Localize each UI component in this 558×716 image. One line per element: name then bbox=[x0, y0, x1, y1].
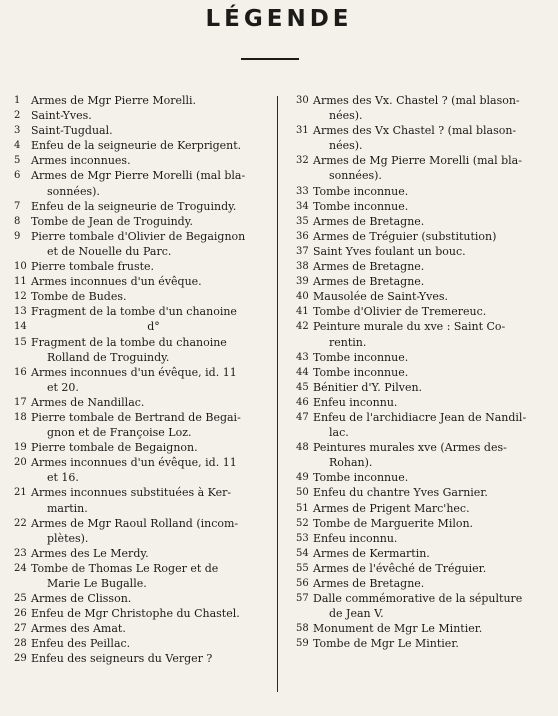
entry-line: d° bbox=[147, 320, 160, 334]
legend-entry bbox=[14, 229, 276, 259]
entry-text bbox=[313, 184, 554, 199]
entry-number: 19 bbox=[14, 442, 27, 454]
entry-number: 35 bbox=[296, 215, 309, 227]
entry-line: Armes de Mgr Pierre Morelli (mal bla- bbox=[31, 169, 246, 183]
entry-text bbox=[313, 350, 554, 365]
legend-entry bbox=[14, 455, 276, 485]
entry-text bbox=[313, 501, 554, 516]
entry-line-continued: nées). bbox=[329, 139, 363, 153]
entry-line: Tombe inconnue. bbox=[313, 471, 409, 485]
entry-line: Tombe de Thomas Le Roger et de bbox=[31, 561, 219, 575]
entry-line: Enfeu inconnu. bbox=[313, 531, 398, 545]
legend-column-right bbox=[296, 93, 554, 651]
legend-entry bbox=[296, 319, 554, 349]
legend-entry bbox=[14, 621, 276, 636]
entry-number: 54 bbox=[296, 547, 309, 559]
legend-entry bbox=[296, 621, 554, 636]
entry-line: Enfeu de l'archidiacre Jean de Nandil- bbox=[313, 410, 527, 424]
column-divider bbox=[277, 96, 278, 692]
entry-text bbox=[313, 546, 554, 561]
entry-text bbox=[313, 214, 554, 229]
entry-line-continued: sonnées). bbox=[329, 169, 382, 183]
entry-number: 5 bbox=[14, 155, 21, 167]
legend-entry bbox=[14, 138, 276, 153]
legend-entry bbox=[14, 259, 276, 274]
entry-line: Tombe de Mgr Le Mintier. bbox=[313, 637, 459, 651]
entry-number: 36 bbox=[296, 230, 309, 242]
entry-line: Armes inconnues substituées à Ker- bbox=[31, 486, 232, 500]
entry-text bbox=[31, 214, 276, 229]
legend-entry bbox=[296, 531, 554, 546]
legend-entry bbox=[296, 576, 554, 591]
entry-line: Armes des Amat. bbox=[31, 622, 126, 636]
entry-text bbox=[31, 621, 276, 636]
entry-line-continued: lac. bbox=[329, 426, 349, 440]
entry-text bbox=[313, 319, 554, 349]
entry-line: Tombe inconnue. bbox=[313, 365, 409, 379]
entry-number: 20 bbox=[14, 457, 27, 469]
entry-line: Fragment de la tombe du chanoine bbox=[31, 335, 227, 349]
entry-line: Armes de Tréguier (substitution) bbox=[313, 229, 497, 243]
entry-text bbox=[313, 304, 554, 319]
legend-entry bbox=[14, 410, 276, 440]
legend-entry bbox=[14, 274, 276, 289]
entry-line: Armes des Vx Chastel ? (mal blason- bbox=[313, 124, 517, 138]
entry-line: Tombe de Marguerite Milon. bbox=[313, 516, 474, 530]
entry-number: 6 bbox=[14, 170, 21, 182]
entry-line: Armes des Le Merdy. bbox=[31, 546, 149, 560]
legend-entry bbox=[296, 259, 554, 274]
entry-number: 49 bbox=[296, 472, 309, 484]
entry-number: 11 bbox=[14, 276, 27, 288]
entry-number: 8 bbox=[14, 215, 21, 227]
entry-number: 27 bbox=[14, 623, 27, 635]
entry-line: Armes de Mgr Pierre Morelli. bbox=[31, 94, 197, 107]
entry-line: Armes de l'évêché de Tréguier. bbox=[313, 561, 487, 575]
entry-text bbox=[31, 199, 276, 214]
entry-line: Saint Yves foulant un bouc. bbox=[313, 244, 466, 258]
entry-line-continued: Marie Le Bugalle. bbox=[47, 577, 147, 590]
entry-line: Pierre tombale de Begaignon. bbox=[31, 441, 198, 455]
legend-entry bbox=[296, 501, 554, 516]
entry-line-continued: de Jean V. bbox=[329, 607, 384, 621]
entry-text bbox=[31, 274, 276, 289]
legend-entry bbox=[14, 153, 276, 168]
entry-number: 34 bbox=[296, 200, 309, 212]
legend-entry bbox=[14, 561, 276, 591]
entry-number: 17 bbox=[14, 396, 27, 408]
entry-line: Armes de Bretagne. bbox=[313, 260, 425, 274]
entry-line: Enfeu inconnu. bbox=[313, 395, 398, 409]
legend-entry bbox=[296, 365, 554, 380]
entry-text bbox=[31, 546, 276, 561]
entry-line: Pierre tombale fruste. bbox=[31, 260, 155, 274]
entry-text bbox=[313, 470, 554, 485]
entry-number: 56 bbox=[296, 578, 309, 589]
entry-number: 23 bbox=[14, 547, 27, 559]
entry-text bbox=[313, 576, 554, 591]
entry-line: Enfeu de la seigneurie de Troguindy. bbox=[31, 199, 237, 213]
legend-entry bbox=[14, 289, 276, 304]
legend-entry bbox=[296, 244, 554, 259]
entry-number: 55 bbox=[296, 562, 309, 574]
entry-text bbox=[313, 531, 554, 546]
entry-line: Enfeu de Mgr Christophe du Chastel. bbox=[31, 607, 240, 621]
legend-entry bbox=[14, 395, 276, 410]
entry-number: 1 bbox=[14, 95, 21, 106]
entry-number: 37 bbox=[296, 245, 309, 257]
entry-number: 42 bbox=[296, 321, 309, 333]
legend-entry bbox=[14, 636, 276, 651]
entry-text bbox=[313, 229, 554, 244]
entry-number: 59 bbox=[296, 638, 309, 650]
entry-text bbox=[31, 93, 276, 108]
legend-entry bbox=[296, 516, 554, 531]
entry-number: 18 bbox=[14, 411, 27, 423]
legend-entry bbox=[14, 440, 276, 455]
entry-line: Mausolée de Saint-Yves. bbox=[313, 290, 449, 304]
entry-text bbox=[31, 304, 276, 319]
entry-line: Armes inconnues d'un évêque, id. 11 bbox=[31, 365, 237, 379]
legend-entry bbox=[14, 365, 276, 395]
entry-text bbox=[313, 199, 554, 214]
entry-number: 3 bbox=[14, 125, 21, 137]
entry-number: 2 bbox=[14, 110, 21, 122]
entry-number: 31 bbox=[296, 125, 309, 137]
entry-text bbox=[313, 516, 554, 531]
entry-number: 15 bbox=[14, 336, 27, 348]
entry-number: 9 bbox=[14, 230, 21, 242]
entry-line-continued: martin. bbox=[47, 501, 88, 515]
legend-column-left bbox=[14, 93, 276, 667]
entry-line-continued: et 20. bbox=[47, 380, 79, 394]
entry-line: Armes de Bretagne. bbox=[313, 275, 425, 289]
entry-number: 7 bbox=[14, 200, 21, 212]
entry-text bbox=[31, 591, 276, 606]
entry-number: 46 bbox=[296, 396, 309, 408]
legend-entry bbox=[14, 93, 276, 108]
entry-number: 52 bbox=[296, 517, 309, 529]
entry-text bbox=[31, 229, 276, 259]
entry-number: 38 bbox=[296, 261, 309, 273]
legend-entry bbox=[14, 108, 276, 123]
page-title: LÉGENDE bbox=[205, 6, 353, 32]
entry-line: Enfeu des Peillac. bbox=[31, 637, 131, 651]
entry-number: 10 bbox=[14, 261, 27, 273]
entry-line: Armes de Kermartin. bbox=[313, 546, 430, 560]
entry-number: 40 bbox=[296, 291, 309, 303]
entry-line-continued: sonnées). bbox=[47, 184, 100, 198]
entry-number: 24 bbox=[14, 562, 27, 574]
legend-entry bbox=[296, 561, 554, 576]
legend-entry bbox=[296, 410, 554, 440]
entry-text bbox=[313, 636, 554, 651]
entry-text bbox=[313, 485, 554, 500]
entry-text bbox=[31, 636, 276, 651]
entry-line: Armes de Bretagne. bbox=[313, 577, 425, 590]
entry-number: 53 bbox=[296, 532, 309, 544]
legend-entry bbox=[296, 546, 554, 561]
legend-entry bbox=[296, 636, 554, 651]
entry-line: Armes de Prigent Marc'hec. bbox=[313, 501, 470, 515]
entry-line: Fragment de la tombe d'un chanoine bbox=[31, 305, 237, 319]
entry-line: Saint-Yves. bbox=[31, 109, 92, 123]
entry-number: 13 bbox=[14, 306, 27, 318]
entry-text bbox=[313, 440, 554, 470]
entry-line: Tombe inconnue. bbox=[313, 350, 409, 364]
legend-entry bbox=[14, 335, 276, 365]
entry-text bbox=[313, 561, 554, 576]
entry-text bbox=[313, 380, 554, 395]
entry-number: 45 bbox=[296, 381, 309, 393]
legend-entry bbox=[14, 304, 276, 319]
entry-line: Dalle commémorative de la sépulture bbox=[313, 592, 523, 606]
entry-number: 41 bbox=[296, 306, 309, 318]
entry-text bbox=[313, 274, 554, 289]
entry-number: 29 bbox=[14, 653, 27, 665]
title-underline bbox=[241, 58, 299, 60]
entry-line-continued: et de Nouelle du Parc. bbox=[47, 244, 172, 258]
entry-number: 44 bbox=[296, 366, 309, 378]
legend-entry bbox=[296, 350, 554, 365]
entry-number: 43 bbox=[296, 351, 309, 363]
legend-entry bbox=[296, 274, 554, 289]
entry-text bbox=[31, 395, 276, 410]
entry-number: 33 bbox=[296, 185, 309, 197]
legend-entry bbox=[14, 651, 276, 666]
legend-entry bbox=[296, 93, 554, 123]
entry-text bbox=[313, 410, 554, 440]
legend-entry bbox=[14, 123, 276, 138]
legend-entry bbox=[14, 168, 276, 198]
entry-line: Armes inconnues. bbox=[31, 154, 131, 168]
entry-text bbox=[31, 485, 276, 515]
legend-entry bbox=[296, 304, 554, 319]
entry-line: Pierre tombale d'Olivier de Begaignon bbox=[31, 229, 246, 243]
entry-text bbox=[31, 455, 276, 485]
legend-entry bbox=[296, 395, 554, 410]
entry-text bbox=[31, 335, 276, 365]
legend-entry bbox=[296, 153, 554, 183]
entry-number: 28 bbox=[14, 638, 27, 650]
entry-line: Tombe inconnue. bbox=[313, 184, 409, 198]
entry-line: Saint-Tugdual. bbox=[31, 124, 113, 138]
legend-entry bbox=[14, 485, 276, 515]
entry-number: 26 bbox=[14, 608, 27, 620]
entry-text bbox=[31, 138, 276, 153]
legend-entry bbox=[14, 546, 276, 561]
entry-text bbox=[31, 319, 276, 334]
entry-line: Tombe de Budes. bbox=[31, 290, 127, 304]
entry-text bbox=[313, 259, 554, 274]
entry-text bbox=[31, 410, 276, 440]
entry-text bbox=[313, 621, 554, 636]
legend-entry bbox=[296, 199, 554, 214]
entry-number: 25 bbox=[14, 593, 27, 605]
entry-text bbox=[31, 516, 276, 546]
entry-line: Enfeu du chantre Yves Garnier. bbox=[313, 486, 488, 500]
entry-number: 47 bbox=[296, 411, 309, 423]
entry-text bbox=[31, 561, 276, 591]
entry-number: 32 bbox=[296, 155, 309, 167]
entry-number: 21 bbox=[14, 487, 27, 499]
entry-text bbox=[313, 365, 554, 380]
entry-text bbox=[31, 108, 276, 123]
entry-number: 48 bbox=[296, 442, 309, 454]
legend-entry bbox=[296, 214, 554, 229]
entry-number: 58 bbox=[296, 623, 309, 635]
entry-line: Armes inconnues d'un évêque, id. 11 bbox=[31, 456, 237, 470]
entry-line: Armes de Bretagne. bbox=[313, 214, 425, 228]
legend-entry bbox=[296, 485, 554, 500]
entry-number: 50 bbox=[296, 487, 309, 499]
entry-line-continued: Rolland de Troguindy. bbox=[47, 350, 170, 364]
entry-number: 12 bbox=[14, 291, 27, 303]
entry-number: 14 bbox=[14, 321, 27, 333]
legend-entry bbox=[14, 199, 276, 214]
entry-text bbox=[31, 651, 276, 666]
entry-line: Armes inconnues d'un évêque. bbox=[31, 275, 202, 289]
entry-text bbox=[31, 440, 276, 455]
entry-line: Tombe d'Olivier de Tremereuc. bbox=[313, 305, 487, 319]
entry-text bbox=[313, 395, 554, 410]
legend-entry bbox=[14, 606, 276, 621]
legend-entry bbox=[14, 214, 276, 229]
legend-entry bbox=[14, 516, 276, 546]
entry-number: 16 bbox=[14, 366, 27, 378]
entry-text bbox=[313, 591, 554, 621]
entry-line: Armes de Clisson. bbox=[31, 592, 132, 606]
entry-text bbox=[31, 606, 276, 621]
entry-number: 22 bbox=[14, 517, 27, 529]
entry-line-continued: nées). bbox=[329, 109, 363, 123]
entry-line: Armes des Vx. Chastel ? (mal blason- bbox=[313, 94, 520, 107]
entry-number: 39 bbox=[296, 276, 309, 288]
entry-line: Armes de Mgr Raoul Rolland (incom- bbox=[31, 516, 239, 530]
entry-line: Enfeu de la seigneurie de Kerprigent. bbox=[31, 139, 242, 153]
entry-text bbox=[313, 93, 554, 123]
entry-number: 30 bbox=[296, 95, 309, 106]
entry-number: 4 bbox=[14, 140, 21, 152]
legend-entry bbox=[296, 470, 554, 485]
entry-line: Monument de Mgr Le Mintier. bbox=[313, 622, 483, 636]
entry-text bbox=[313, 123, 554, 153]
entry-line-continued: rentin. bbox=[329, 335, 367, 349]
entry-number: 57 bbox=[296, 593, 309, 605]
entry-number: 51 bbox=[296, 502, 309, 514]
entry-text bbox=[31, 153, 276, 168]
entry-line-continued: gnon et de Françoise Loz. bbox=[47, 426, 192, 440]
legend-entry bbox=[296, 289, 554, 304]
entry-line: Bénitier d'Y. Pilven. bbox=[313, 380, 423, 394]
entry-text bbox=[31, 123, 276, 138]
entry-text bbox=[31, 259, 276, 274]
entry-text bbox=[313, 289, 554, 304]
entry-line-continued: plètes). bbox=[47, 531, 89, 545]
legend-entry bbox=[14, 319, 276, 334]
entry-line: Tombe inconnue. bbox=[313, 199, 409, 213]
entry-line: Armes de Nandillac. bbox=[31, 395, 145, 409]
entry-text bbox=[313, 244, 554, 259]
legend-entry bbox=[296, 380, 554, 395]
entry-text bbox=[31, 168, 276, 198]
entry-line: Peintures murales xve (Armes des- bbox=[313, 441, 507, 455]
entry-line: Armes de Mg Pierre Morelli (mal bla- bbox=[313, 154, 522, 168]
legend-entry bbox=[296, 184, 554, 199]
legend-entry bbox=[296, 440, 554, 470]
legend-entry bbox=[296, 123, 554, 153]
entry-line: Pierre tombale de Bertrand de Begai- bbox=[31, 410, 241, 424]
entry-line: Enfeu des seigneurs du Verger ? bbox=[31, 652, 213, 666]
legend-entry bbox=[14, 591, 276, 606]
entry-line-continued: et 16. bbox=[47, 471, 79, 485]
entry-text bbox=[313, 153, 554, 183]
entry-line: Peinture murale du xve : Saint Co- bbox=[313, 320, 506, 334]
entry-text bbox=[31, 365, 276, 395]
entry-line: Tombe de Jean de Troguindy. bbox=[31, 214, 193, 228]
entry-text bbox=[31, 289, 276, 304]
legend-entry bbox=[296, 229, 554, 244]
legend-entry bbox=[296, 591, 554, 621]
entry-line-continued: Rohan). bbox=[329, 456, 373, 470]
